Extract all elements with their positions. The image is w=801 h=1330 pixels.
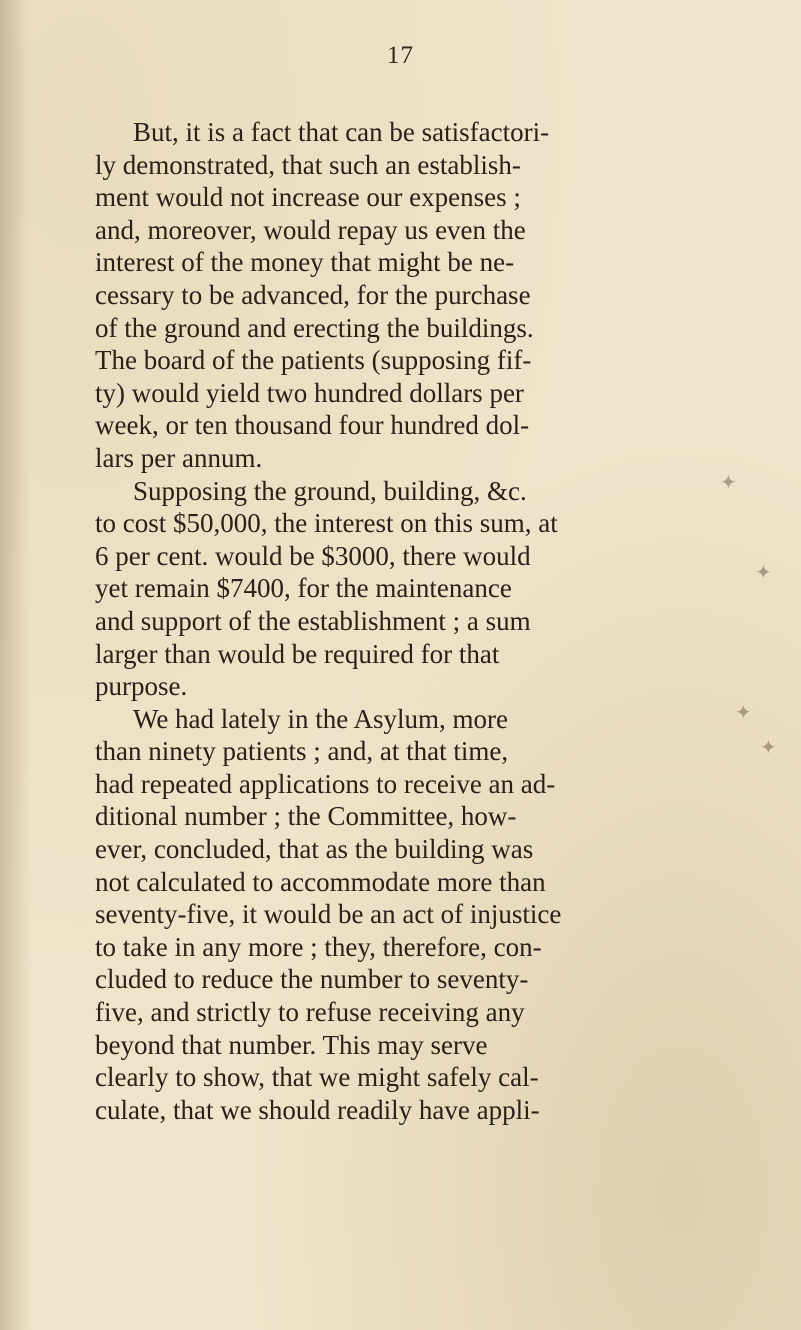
text-line: clearly to show, that we might safely cal- — [95, 1062, 539, 1093]
text-line: ditional number ; the Committee, how- — [95, 801, 517, 832]
text-line: The board of the patients (supposing fif- — [95, 345, 532, 376]
text-line: than ninety patients ; and, at that time, — [95, 736, 509, 767]
text-line: and, moreover, would repay us even the — [95, 214, 526, 245]
text-line: ly demonstrated, that such an establish- — [95, 149, 521, 180]
page-number: 17 — [387, 42, 414, 69]
paragraph-2 — [95, 475, 685, 703]
text-line: to cost $50,000, the interest on this sum, at — [95, 508, 558, 539]
text-line: to take in any more ; they, therefore, con- — [95, 931, 542, 962]
text-line: But, it is a fact that can be satisfactori- — [133, 117, 550, 147]
text-line: cluded to reduce the number to seventy- — [95, 964, 529, 995]
text-line: cessary to be advanced, for the purchase — [95, 279, 531, 310]
text-line: larger than would be required for that — [95, 638, 500, 669]
text-line: week, or ten thousand four hundred dol- — [95, 410, 530, 441]
text-line: seventy-five, it would be an act of injustice — [95, 899, 562, 930]
text-line: yet remain $7400, for the maintenance — [95, 573, 512, 604]
text-line: Supposing the ground, building, &c. — [133, 475, 527, 506]
text-line: ever, concluded, that as the building was — [95, 834, 534, 865]
text-line: lars per annum. — [95, 442, 263, 473]
paragraph-3 — [95, 703, 685, 1127]
bleed-through-mark: ✦ — [720, 472, 737, 494]
text-line: 6 per cent. would be $3000, there would — [95, 540, 531, 571]
text-line: interest of the money that might be ne- — [95, 247, 515, 278]
text-line: five, and strictly to refuse receiving any — [95, 997, 525, 1028]
bleed-through-mark: ✦ — [760, 737, 777, 759]
text-line: not calculated to accommodate more than — [95, 866, 546, 897]
text-line: We had lately in the Asylum, more — [133, 703, 508, 734]
text-line: ty) would yield two hundred dollars per — [95, 377, 524, 408]
body-text — [95, 116, 685, 1126]
text-line: ment would not increase our expenses ; — [95, 182, 521, 213]
paragraph-1 — [95, 116, 685, 475]
page-gutter-shadow — [0, 0, 30, 1330]
text-line: had repeated applications to receive an ad- — [95, 768, 556, 799]
text-line: culate, that we should readily have appli- — [95, 1094, 540, 1125]
bleed-through-mark: ✦ — [735, 702, 752, 724]
text-line: and support of the establishment ; a sum — [95, 605, 531, 636]
text-line: of the ground and erecting the buildings. — [95, 312, 534, 343]
text-line: beyond that number. This may serve — [95, 1029, 488, 1060]
text-line: purpose. — [95, 671, 188, 702]
bleed-through-mark: ✦ — [755, 562, 772, 584]
